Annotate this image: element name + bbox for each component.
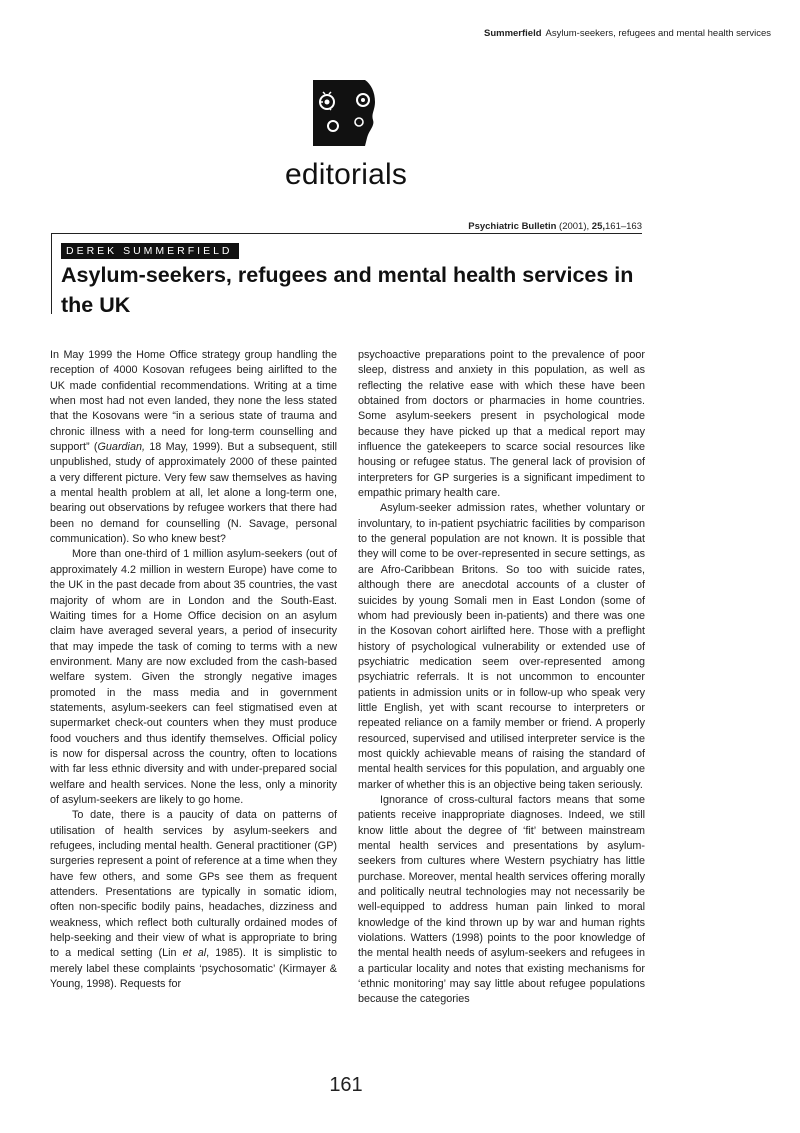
citation-year: (2001), [559,221,590,232]
paragraph [50,808,337,992]
running-head-author: Summerfield [483,28,542,39]
citation [468,221,642,232]
paragraph: More than one-third of 1 million asylum-seekers (out of approximately 4.2 million in western Europe) have come to the UK in the past decade from about 35 countries, the vast majority of whom are in London and the South-East. Waiting times for a Home Office decision on an asylum claim have averaged several years, a period of insecurity that may impede the task of coming to terms with a new environment. Many are now excluded from the cash-based welfare system. Given the strongly negative images promoted in the mass media and in government statements, asylum-seekers can feel stigmatised even at supermarket check-out counters when they must produce food vouchers and thus identify themselves. Official policy is now for dispersal across the country, often to locations with far less ethnic diversity and with under-prepared social welfare and health services. None the less, only a minority of asylum-seekers are likely to go home. [50,548,337,806]
body-column-left [50,348,337,992]
paragraph: psychoactive preparations point to the prevalence of poor sleep, distress and anxiety in this population, as well as reflecting the relative ease with which these have been obtained from doctors or pharmacies in home countries. Some asylum-seekers present in psychological mode because they have picked up that a medical report may influence the gatekeepers to scarce social resources like housing or refugee status. The general lack of provision of interpreters for GP surgeries is a significant impediment to empathic primary health care. [358,349,645,500]
citation-source: Guardian, [97,441,145,454]
section-label: editorials [284,158,408,191]
paragraph [50,348,337,547]
citation-volume: 25, [591,221,606,232]
running-head-title: Asylum-seekers, refugees and mental health services [545,28,771,39]
author-tag: DEREK SUMMERFIELD [61,243,239,259]
body-column-right [358,348,645,1008]
citation-etal: et al [182,947,207,960]
article-title: Asylum-seekers, refugees and mental health services in the UK [61,263,634,317]
citation-journal: Psychiatric Bulletin [468,221,557,232]
paragraph-text: 18 May, 1999). But a subsequent, still unpublished, study of approximately 2000 of these painted a very different picture. Very few saw themselves as having a mental health problem at all, let alone a long-term one, bearing out observations by refugee workers that there had been no demand for counselling (N. Savage, personal communication). So who knew best? [50,441,338,546]
profiles-with-gears-logo-icon [313,80,381,146]
paragraph-text: , 1985). It is simplistic to merely label these complaints ‘psychosomatic’ (Kirmayer & Young, 1998). Requests for [50,947,337,991]
citation-pages: 161–163 [605,221,642,232]
paragraph-text: To date, there is a paucity of data on patterns of utilisation of health services by asylum-seekers and refugees, including mental health. General practitioner (GP) surgeries represent a point of reference at a time when they have few others, and some GPs see them as frequent attenders. Presentations are typically in somatic idiom, often non-specific bodily pains, headaches, dizziness and weakness, which reflect both culturally ordained modes of help-seeking and their view of what is appropriate to bring to a medical setting (Lin [50,809,337,960]
paragraph: Asylum-seeker admission rates, whether voluntary or involuntary, to in-patient psychiatric facilities by comparison to the general population are not known. It is possible that they will come to be over-represented in secure settings, as are Afro-Caribbean Britons. So too with suicide rates, although there are anecdotal accounts of a cluster of suicides by young Somali men in East London (some of whom had previously been in-patients) and there was one in the Kosovan cohort airlifted here. Those with a preflight history of psychological vulnerability or extended use of psychiatric medication seem over-represented among psychiatric referrals. It is not uncommon to encounter patients in admission units or in follow-up who speak very little English, yet with scant recourse to interpreters or repeated reliance on a family member or friend. A properly resourced, supervised and utilised interpreter service is the most quickly achievable means of raising the standard of mental health services for this population, and arguably one marker of whether this is an objective being taken seriously. [358,502,645,791]
paragraph: Ignorance of cross-cultural factors means that some patients receive inappropriate diagnoses. Indeed, we still know little about the degree of ‘fit’ between mainstream mental health services and presentations by asylum-seekers from cultures where Western psychiatry has little purchase. Moreover, mental health services offering morally and politically neutral technologies may not necessarily be well-equipped to address human pain linked to moral knowledge of the kind thrown up by war and human rights violations. Watters (1998) points to the poor knowledge of the mental health needs of asylum-seekers and refugees in a particular locality and notes that existing mechanisms for ‘ethnic monitoring’ may say little about refugee populations because the categories [358,793,645,1006]
paragraph-text: In May 1999 the Home Office strategy group handling the reception of 4000 Kosovan refugees being airlifted to the UK made confidential recommendations. Writing at a time when most had not even landed, they none the less stated that the Kosovans were “in a serious state of trauma and chronic illness with a need for long-term counselling and support” ( [50,349,337,454]
page-number: 161 [329,1074,363,1096]
running-head [484,28,771,39]
